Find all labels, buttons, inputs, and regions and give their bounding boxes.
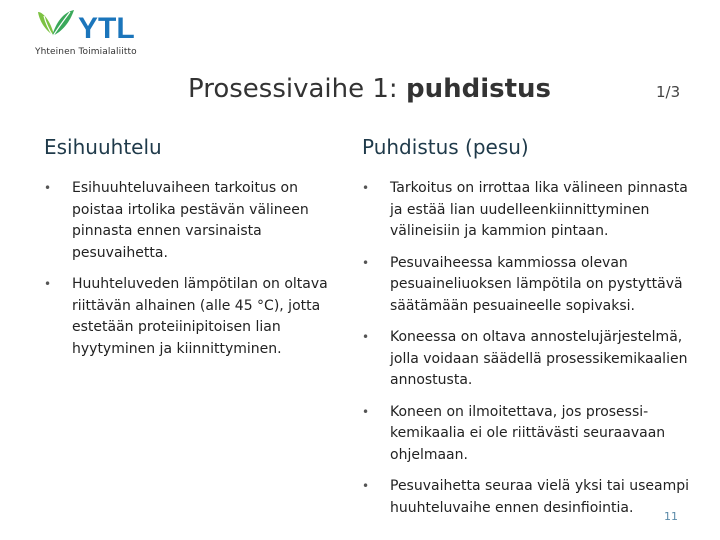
left-heading: Esihuuhtelu (44, 135, 162, 159)
leaf-icon (34, 6, 164, 50)
list-item (362, 178, 702, 243)
list-item (44, 178, 344, 264)
bullet-icon: • (44, 181, 52, 195)
list-item-text: Koneessa on oltava annostelujärjestelmä, jolla voidaan säädellä prosessikemikaalien annostusta. (390, 329, 688, 388)
list-item-text: Koneen on ilmoitettava, jos prosessi-kemikaalia ei ole riittävästi seuraavaan ohjelmaan. (390, 403, 666, 463)
list-item-text: Huuhteluveden lämpötilan on oltava riittävän alhainen (alle 45 °C), jotta estetään proteiinipitoisen lian hyytyminen ja kiinnittyminen. (72, 276, 328, 357)
page-title (188, 74, 551, 104)
bullet-icon: • (362, 255, 370, 270)
list-item-text: Tarkoitus on irrottaa lika välineen pinnasta ja estää lian uudelleenkiinnittyminen välineisiin ja kammion pintaan. (390, 180, 688, 239)
list-item (362, 253, 702, 318)
bullet-icon: • (362, 181, 370, 195)
bullet-icon: • (362, 479, 370, 493)
list-item-text: Esihuuhteluvaiheen tarkoitus on poistaa irtolika pestävän välineen pinnasta ennen varsinaista pesuvaihetta. (72, 180, 309, 261)
list-item-text: Pesuvaiheessa kammiossa olevan pesuaineliuoksen lämpötila on pystyttävä säätämään pesuaineelle sopivaksi. (390, 254, 683, 314)
page-count: 1/3 (656, 83, 681, 101)
right-bullet-list (362, 178, 702, 519)
title-prefix: Prosessivaihe 1: (188, 74, 406, 104)
logo-wordmark: YTL (78, 12, 135, 45)
slide-number: 11 (664, 510, 678, 523)
list-item (362, 327, 702, 392)
list-item (362, 402, 702, 467)
list-item-text: Pesuvaihetta seuraa vielä yksi tai useampi huuhteluvaihe ennen desinfiointia. (390, 478, 690, 516)
right-column (362, 134, 702, 529)
list-item (362, 476, 702, 519)
left-bullet-list (44, 178, 344, 360)
title-bold: puhdistus (405, 74, 551, 104)
bullet-icon: • (44, 277, 52, 291)
right-heading: Puhdistus (pesu) (362, 135, 529, 159)
bullet-icon: • (362, 330, 370, 344)
left-column (44, 134, 344, 370)
logo-subtitle: Yhteinen Toimialaliitto (35, 47, 137, 57)
bullet-icon: • (362, 404, 370, 419)
list-item (44, 274, 344, 360)
